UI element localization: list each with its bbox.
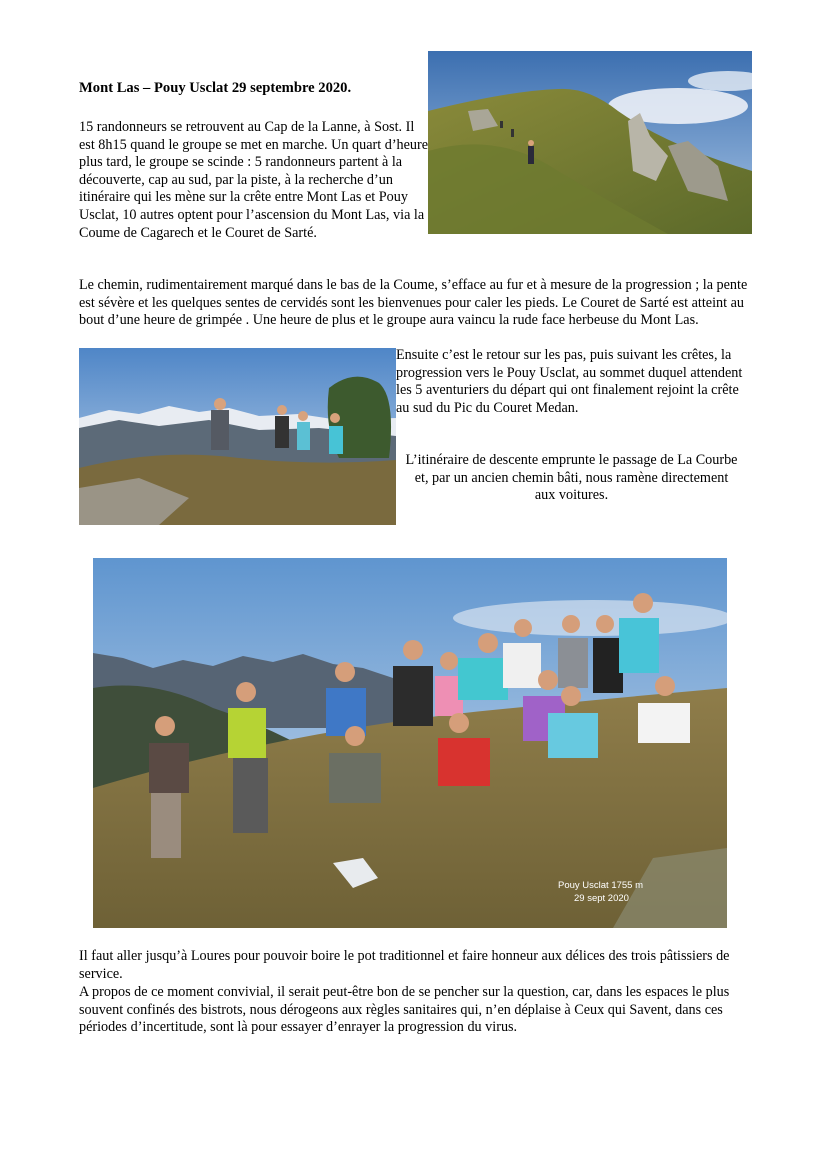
closing-paragraph-1: Il faut aller jusqu’à Loures pour pouvoir boire le pot traditionnel et faire honneur aux délices des trois pâtissiers de service. <box>79 948 730 982</box>
crest-paragraph: Ensuite c’est le retour sur les pas, puis suivant les crêtes, la progression vers le Pouy Usclat, au sommet duquel attendent les 5 aventuriers du départ qui ont finalement rejoint la crête au sud du Pic du Couret Medan. <box>396 347 743 416</box>
photo-caption-line1: Pouy Usclat 1755 m <box>558 880 644 891</box>
photo-ridge-hikers <box>428 51 752 234</box>
photo-summit-five <box>79 348 396 525</box>
intro-paragraph: 15 randonneurs se retrouvent au Cap de la Lanne, à Sost. Il est 8h15 quand le groupe se met en marche. Un quart d’heure plus tard, le groupe se scinde : 5 randonneurs partent à la découverte, cap au sud, par la piste, à la recherche d’un itinéraire qui les mène sur la crête entre Mont Las et Pouy Usclat, 10 autres optent pour l’ascension du Mont Las, via la Coume de Cagarech et le Couret de Sarté. <box>79 119 429 241</box>
photo-caption-line2: 29 sept 2020 <box>574 893 629 904</box>
closing-paragraph-2: A propos de ce moment convivial, il serait peut-être bon de se pencher sur la question, car, dans les espaces le plus souvent confinés des bistrots, nous dérogeons aux règles sanitaires qui, n’en déplaise à Ceux qui Savent, dans ces périodes d’incertitude, sont là pour essayer d’enrayer la progression du virus. <box>79 984 730 1036</box>
document-title: Mont Las – Pouy Usclat 29 septembre 2020. <box>79 80 352 96</box>
photo-group-summit <box>93 558 727 928</box>
climb-paragraph: Le chemin, rudimentairement marqué dans le bas de la Coume, s’efface au fur et à mesure de la progression ; la pente est sévère et les quelques sentes de cervidés sont les bienvenues pour caler les pieds. Le Couret de Sarté est atteint au bout d’une heure de grimpée . Une heure de plus et le groupe aura vaincu la rude face herbeuse du Mont Las. <box>79 277 748 329</box>
descent-paragraph: L’itinéraire de descente emprunte le passage de La Courbe et, par un ancien chemin bâti, nous ramène directement aux voitures. <box>405 452 738 504</box>
